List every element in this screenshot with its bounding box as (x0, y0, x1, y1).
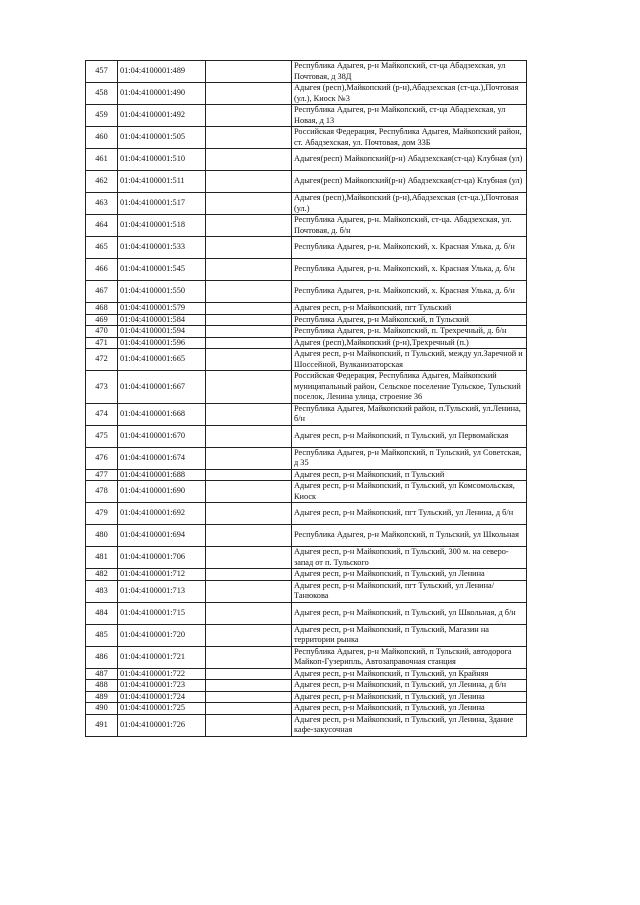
row-number-cell: 460 (86, 127, 118, 149)
row-number-cell: 465 (86, 237, 118, 259)
address-cell: Адыгея респ, р-н Майкопский, п Тульский, ул Ленина, д б/н (292, 680, 527, 692)
row-number-cell: 458 (86, 83, 118, 105)
empty-cell (206, 314, 292, 326)
cadastral-number-cell: 01:04:4100001:665 (118, 349, 206, 371)
cadastral-number-cell: 01:04:4100001:492 (118, 105, 206, 127)
empty-cell (206, 83, 292, 105)
empty-cell (206, 503, 292, 525)
row-number-cell: 475 (86, 425, 118, 447)
row-number-cell: 459 (86, 105, 118, 127)
table-row (86, 127, 527, 149)
row-number-cell: 476 (86, 447, 118, 469)
table-row (86, 525, 527, 547)
table-row (86, 105, 527, 127)
cadastral-number-cell: 01:04:4100001:667 (118, 371, 206, 404)
address-cell: Адыгея респ, р-н Майкопский, п Тульский, ул Ленина (292, 703, 527, 715)
cadastral-number-cell: 01:04:4100001:670 (118, 425, 206, 447)
cadastral-number-cell: 01:04:4100001:510 (118, 149, 206, 171)
table-row (86, 193, 527, 215)
empty-cell (206, 171, 292, 193)
row-number-cell: 478 (86, 481, 118, 503)
row-number-cell: 489 (86, 691, 118, 703)
cadastral-number-cell: 01:04:4100001:533 (118, 237, 206, 259)
empty-cell (206, 237, 292, 259)
empty-cell (206, 371, 292, 404)
row-number-cell: 481 (86, 547, 118, 569)
table-row (86, 149, 527, 171)
cadastral-number-cell: 01:04:4100001:690 (118, 481, 206, 503)
empty-cell (206, 349, 292, 371)
empty-cell (206, 703, 292, 715)
table-row (86, 425, 527, 447)
address-cell: Адыгея респ, р-н Майкопский, п Тульский, ул Первомайская (292, 425, 527, 447)
row-number-cell: 480 (86, 525, 118, 547)
cadastral-register-table (85, 60, 527, 737)
table-row (86, 469, 527, 481)
empty-cell (206, 403, 292, 425)
address-cell: Республика Адыгея, р-н Майкопский, п Тульский, ул Школьная (292, 525, 527, 547)
table-row (86, 371, 527, 404)
row-number-cell: 472 (86, 349, 118, 371)
table-row (86, 547, 527, 569)
address-cell: Адыгея респ, р-н Майкопский, п Тульский, ул Ленина (292, 569, 527, 581)
address-cell: Адыгея респ, р-н Майкопский, пгт Тульский, ул Ленина, д б/н (292, 503, 527, 525)
cadastral-number-cell: 01:04:4100001:712 (118, 569, 206, 581)
address-cell: Республика Адыгея, р-н Майкопский, п Тульский, автодорога Майкоп-Гузерипль, Автозаправочная станция (292, 646, 527, 668)
empty-cell (206, 303, 292, 315)
address-cell: Республика Адыгея, р-н Майкопский, ст-ца Абадзехская, ул Новая, д 13 (292, 105, 527, 127)
address-cell: Республика Адыгея, р-н. Майкопский, х. Красная Улька, д. б/н (292, 237, 527, 259)
empty-cell (206, 602, 292, 624)
table-row (86, 680, 527, 692)
cadastral-number-cell: 01:04:4100001:723 (118, 680, 206, 692)
row-number-cell: 457 (86, 61, 118, 83)
table-row (86, 624, 527, 646)
address-cell: Республика Адыгея, р-н Майкопский, п Тульский, ул Советская, д 35 (292, 447, 527, 469)
empty-cell (206, 691, 292, 703)
cadastral-number-cell: 01:04:4100001:518 (118, 215, 206, 237)
cadastral-number-cell: 01:04:4100001:596 (118, 337, 206, 349)
address-cell: Республика Адыгея, Майкопский район, п.Тульский, ул.Ленина, б/н (292, 403, 527, 425)
cadastral-number-cell: 01:04:4100001:579 (118, 303, 206, 315)
address-cell: Республика Адыгея, р-н Майкопский, п Тульский (292, 314, 527, 326)
empty-cell (206, 425, 292, 447)
address-cell: Адыгея(респ) Майкопский(р-н) Абадзехская(ст-ца) Клубная (ул) (292, 149, 527, 171)
address-cell: Российская Федерация, Республика Адыгея, Майкопский муниципальный район, Сельское поселение Тульское, Тульский поселок, Ленина улица, строение 36 (292, 371, 527, 404)
empty-cell (206, 447, 292, 469)
cadastral-number-cell: 01:04:4100001:706 (118, 547, 206, 569)
table-row (86, 580, 527, 602)
empty-cell (206, 469, 292, 481)
row-number-cell: 490 (86, 703, 118, 715)
row-number-cell: 470 (86, 326, 118, 338)
row-number-cell: 471 (86, 337, 118, 349)
address-cell: Российская Федерация, Республика Адыгея, Майкопский район, ст. Абадзехская, ул. Почтовая, дом 33Б (292, 127, 527, 149)
cadastral-number-cell: 01:04:4100001:720 (118, 624, 206, 646)
table-row (86, 61, 527, 83)
address-cell: Адыгея(респ) Майкопский(р-н) Абадзехская(ст-ца) Клубная (ул) (292, 171, 527, 193)
cadastral-number-cell: 01:04:4100001:584 (118, 314, 206, 326)
row-number-cell: 491 (86, 714, 118, 736)
row-number-cell: 464 (86, 215, 118, 237)
cadastral-number-cell: 01:04:4100001:713 (118, 580, 206, 602)
cadastral-number-cell: 01:04:4100001:511 (118, 171, 206, 193)
cadastral-number-cell: 01:04:4100001:725 (118, 703, 206, 715)
table-row (86, 171, 527, 193)
address-cell: Адыгея респ, р-н Майкопский, п Тульский, между ул.Заречной и Шоссейной, Вулканизаторская (292, 349, 527, 371)
address-cell: Адыгея (респ),Майкопский (р-н),Абадзехская (ст-ца.),Почтовая (ул.) (292, 193, 527, 215)
row-number-cell: 466 (86, 259, 118, 281)
empty-cell (206, 326, 292, 338)
row-number-cell: 477 (86, 469, 118, 481)
table-row (86, 447, 527, 469)
row-number-cell: 485 (86, 624, 118, 646)
address-cell: Адыгея респ, р-н Майкопский, п Тульский, ул Ленина (292, 691, 527, 703)
row-number-cell: 469 (86, 314, 118, 326)
empty-cell (206, 259, 292, 281)
table-row (86, 646, 527, 668)
row-number-cell: 463 (86, 193, 118, 215)
address-cell: Адыгея респ, р-н Майкопский, п Тульский, ул Ленина, Здание кафе-закусочная (292, 714, 527, 736)
address-cell: Республика Адыгея, р-н. Майкопский, п. Трехречный, д. б/н (292, 326, 527, 338)
row-number-cell: 479 (86, 503, 118, 525)
table-row (86, 703, 527, 715)
cadastral-number-cell: 01:04:4100001:489 (118, 61, 206, 83)
table-row (86, 281, 527, 303)
row-number-cell: 487 (86, 668, 118, 680)
empty-cell (206, 668, 292, 680)
table-row (86, 714, 527, 736)
empty-cell (206, 105, 292, 127)
table-row (86, 503, 527, 525)
empty-cell (206, 680, 292, 692)
table-row (86, 337, 527, 349)
table-row (86, 668, 527, 680)
address-cell: Адыгея респ, р-н Майкопский, п Тульский, 300 м. на северо-запад от п. Тульского (292, 547, 527, 569)
row-number-cell: 462 (86, 171, 118, 193)
row-number-cell: 483 (86, 580, 118, 602)
address-cell: Адыгея респ, р-н Майкопский, п Тульский (292, 469, 527, 481)
empty-cell (206, 149, 292, 171)
table-row (86, 303, 527, 315)
cadastral-number-cell: 01:04:4100001:668 (118, 403, 206, 425)
cadastral-number-cell: 01:04:4100001:594 (118, 326, 206, 338)
cadastral-number-cell: 01:04:4100001:715 (118, 602, 206, 624)
table-row (86, 259, 527, 281)
address-cell: Республика Адыгея, р-н. Майкопский, х. Красная Улька, д. б/н (292, 259, 527, 281)
cadastral-number-cell: 01:04:4100001:726 (118, 714, 206, 736)
empty-cell (206, 61, 292, 83)
table-row (86, 326, 527, 338)
empty-cell (206, 481, 292, 503)
row-number-cell: 488 (86, 680, 118, 692)
row-number-cell: 486 (86, 646, 118, 668)
table-row (86, 83, 527, 105)
row-number-cell: 482 (86, 569, 118, 581)
address-cell: Республика Адыгея, р-н. Майкопский, х. Красная Улька, д. б/н (292, 281, 527, 303)
empty-cell (206, 127, 292, 149)
cadastral-number-cell: 01:04:4100001:694 (118, 525, 206, 547)
address-cell: Республика Адыгея, р-н. Майкопский, ст-ца. Абадзехская, ул. Почтовая, д. б/н (292, 215, 527, 237)
address-cell: Адыгея респ, р-н Майкопский, пгт Тульский (292, 303, 527, 315)
cadastral-number-cell: 01:04:4100001:692 (118, 503, 206, 525)
empty-cell (206, 281, 292, 303)
empty-cell (206, 337, 292, 349)
cadastral-number-cell: 01:04:4100001:517 (118, 193, 206, 215)
table-row (86, 349, 527, 371)
table-row (86, 691, 527, 703)
table-row (86, 403, 527, 425)
address-cell: Адыгея респ, р-н Майкопский, пгт Тульский, ул Ленина/Танюкова (292, 580, 527, 602)
row-number-cell: 461 (86, 149, 118, 171)
cadastral-number-cell: 01:04:4100001:550 (118, 281, 206, 303)
empty-cell (206, 215, 292, 237)
address-cell: Адыгея респ, р-н Майкопский, п Тульский, Магазин на территории рынка (292, 624, 527, 646)
empty-cell (206, 525, 292, 547)
address-cell: Адыгея респ, р-н Майкопский, п Тульский, ул Школьная, д б/н (292, 602, 527, 624)
row-number-cell: 468 (86, 303, 118, 315)
table-row (86, 481, 527, 503)
table-row (86, 314, 527, 326)
register-table-body (86, 61, 527, 737)
table-row (86, 602, 527, 624)
row-number-cell: 484 (86, 602, 118, 624)
address-cell: Адыгея респ, р-н Майкопский, п Тульский, ул Крайняя (292, 668, 527, 680)
empty-cell (206, 580, 292, 602)
empty-cell (206, 646, 292, 668)
cadastral-number-cell: 01:04:4100001:545 (118, 259, 206, 281)
empty-cell (206, 624, 292, 646)
cadastral-number-cell: 01:04:4100001:674 (118, 447, 206, 469)
cadastral-number-cell: 01:04:4100001:688 (118, 469, 206, 481)
cadastral-number-cell: 01:04:4100001:505 (118, 127, 206, 149)
cadastral-number-cell: 01:04:4100001:724 (118, 691, 206, 703)
address-cell: Адыгея (респ),Майкопский (р-н),Абадзехская (ст-ца.),Почтовая (ул.), Киоск №3 (292, 83, 527, 105)
table-row (86, 237, 527, 259)
row-number-cell: 474 (86, 403, 118, 425)
empty-cell (206, 569, 292, 581)
cadastral-number-cell: 01:04:4100001:722 (118, 668, 206, 680)
address-cell: Республика Адыгея, р-н Майкопский, ст-ца Абадзехская, ул Почтовая, д 38Д (292, 61, 527, 83)
address-cell: Адыгея респ, р-н Майкопский, п Тульский, ул Комсомольская, Киоск (292, 481, 527, 503)
cadastral-number-cell: 01:04:4100001:721 (118, 646, 206, 668)
empty-cell (206, 714, 292, 736)
table-row (86, 569, 527, 581)
table-row (86, 215, 527, 237)
empty-cell (206, 547, 292, 569)
address-cell: Адыгея (респ),Майкопский (р-н),Трехречный (п.) (292, 337, 527, 349)
cadastral-number-cell: 01:04:4100001:490 (118, 83, 206, 105)
empty-cell (206, 193, 292, 215)
row-number-cell: 467 (86, 281, 118, 303)
row-number-cell: 473 (86, 371, 118, 404)
